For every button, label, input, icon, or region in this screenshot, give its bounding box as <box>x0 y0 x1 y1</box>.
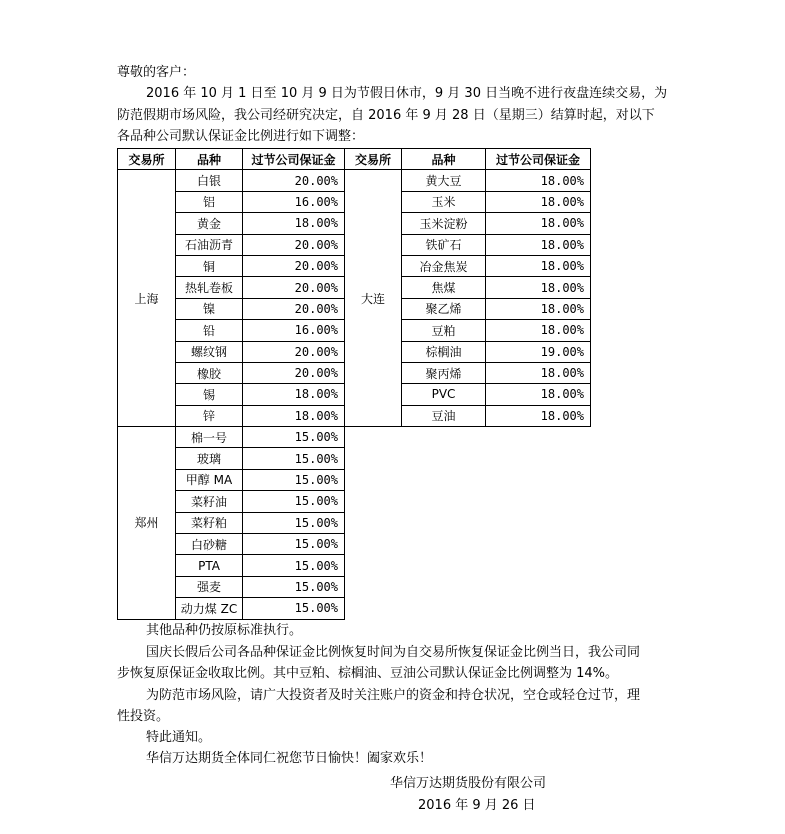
note-risk-2: 性投资。 <box>117 709 170 724</box>
product-cell: 豆油 <box>402 405 486 426</box>
table-row <box>118 170 345 191</box>
product-cell: 菜籽油 <box>176 491 243 512</box>
margin-cell: 18.00% <box>486 213 591 234</box>
exchange-name: 郑州 <box>118 427 176 620</box>
margin-cell: 15.00% <box>243 491 345 512</box>
margin-cell: 20.00% <box>243 170 345 191</box>
margin-cell: 20.00% <box>243 298 345 319</box>
margin-cell: 18.00% <box>486 277 591 298</box>
product-cell: 白砂糖 <box>176 533 243 554</box>
margin-cell: 15.00% <box>243 512 345 533</box>
product-cell: 豆粕 <box>402 320 486 341</box>
margin-cell: 18.00% <box>486 362 591 383</box>
product-cell: 聚乙烯 <box>402 298 486 319</box>
product-cell: 聚丙烯 <box>402 362 486 383</box>
product-cell: 铝 <box>176 191 243 212</box>
margin-cell: 19.00% <box>486 341 591 362</box>
product-cell: 菜籽粕 <box>176 512 243 533</box>
product-cell: 铅 <box>176 320 243 341</box>
product-cell: 石油沥青 <box>176 234 243 255</box>
margin-cell: 20.00% <box>243 362 345 383</box>
product-cell: 黄金 <box>176 213 243 234</box>
product-cell: 动力煤 ZC <box>176 598 243 619</box>
note-restore-1: 国庆长假后公司各品种保证金比例恢复时间为自交易所恢复保证金比例当日，我公司同 <box>146 645 641 660</box>
signature-company: 华信万达期货股份有限公司 <box>390 776 547 791</box>
product-cell: 镍 <box>176 298 243 319</box>
product-cell: 棕榈油 <box>402 341 486 362</box>
product-cell: PTA <box>176 555 243 576</box>
product-cell: 冶金焦炭 <box>402 255 486 276</box>
product-cell: 热轧卷板 <box>176 277 243 298</box>
note-risk-1: 为防范市场风险，请广大投资者及时关注账户的资金和持仓状况，空仓或轻仓过节，理 <box>146 688 641 703</box>
dalian-margin-table <box>344 148 591 427</box>
greeting: 尊敬的客户： <box>117 65 196 80</box>
note-wishes: 华信万达期货全体同仁祝您节日愉快！阖家欢乐！ <box>146 751 433 766</box>
margin-cell: 18.00% <box>486 320 591 341</box>
product-cell: 焦煤 <box>402 277 486 298</box>
margin-cell: 18.00% <box>243 405 345 426</box>
zhengzhou-margin-table <box>117 426 345 620</box>
header-margin: 过节公司保证金 <box>243 149 345 170</box>
product-cell: 白银 <box>176 170 243 191</box>
margin-cell: 16.00% <box>243 320 345 341</box>
exchange-name: 上海 <box>118 170 176 427</box>
margin-cell: 15.00% <box>243 598 345 619</box>
margin-cell: 15.00% <box>243 448 345 469</box>
margin-cell: 18.00% <box>486 405 591 426</box>
product-cell: 玉米淀粉 <box>402 213 486 234</box>
note-notice: 特此通知。 <box>146 730 212 745</box>
margin-cell: 18.00% <box>486 234 591 255</box>
note-other: 其他品种仍按原标准执行。 <box>146 623 303 638</box>
shanghai-margin-table <box>117 148 345 427</box>
margin-cell: 18.00% <box>243 213 345 234</box>
intro-line-2: 防范假期市场风险，我公司经研究决定，自 2016 年 9 月 28 日（星期三）结算时起，对以下 <box>117 108 655 123</box>
margin-cell: 20.00% <box>243 277 345 298</box>
table-row <box>118 427 345 448</box>
margin-cell: 18.00% <box>486 191 591 212</box>
intro-line-1: 2016 年 10 月 1 日至 10 月 9 日为节假日休市，9 月 30 日当晚不进行夜盘连续交易，为 <box>146 86 668 101</box>
header-product: 品种 <box>176 149 243 170</box>
exchange-name: 大连 <box>345 170 402 427</box>
intro-line-3: 各品种公司默认保证金比例进行如下调整： <box>117 129 365 144</box>
product-cell: PVC <box>402 384 486 405</box>
product-cell: 螺纹钢 <box>176 341 243 362</box>
margin-cell: 18.00% <box>486 255 591 276</box>
product-cell: 甲醇 MA <box>176 469 243 490</box>
margin-cell: 18.00% <box>486 298 591 319</box>
product-cell: 锡 <box>176 384 243 405</box>
product-cell: 橡胶 <box>176 362 243 383</box>
margin-cell: 18.00% <box>486 384 591 405</box>
margin-cell: 15.00% <box>243 427 345 448</box>
note-restore-2: 步恢复原保证金收取比例。其中豆粕、棕榈油、豆油公司默认保证金比例调整为 14%。 <box>117 666 619 681</box>
product-cell: 强麦 <box>176 576 243 597</box>
margin-cell: 15.00% <box>243 533 345 554</box>
margin-cell: 20.00% <box>243 255 345 276</box>
margin-cell: 18.00% <box>243 384 345 405</box>
table-row <box>345 170 591 191</box>
product-cell: 铁矿石 <box>402 234 486 255</box>
margin-cell: 16.00% <box>243 191 345 212</box>
header-exchange: 交易所 <box>118 149 176 170</box>
product-cell: 铜 <box>176 255 243 276</box>
product-cell: 玉米 <box>402 191 486 212</box>
product-cell: 黄大豆 <box>402 170 486 191</box>
margin-cell: 18.00% <box>486 170 591 191</box>
header-exchange: 交易所 <box>345 149 402 170</box>
margin-cell: 15.00% <box>243 469 345 490</box>
header-product: 品种 <box>402 149 486 170</box>
margin-cell: 15.00% <box>243 555 345 576</box>
margin-cell: 15.00% <box>243 576 345 597</box>
product-cell: 锌 <box>176 405 243 426</box>
margin-cell: 20.00% <box>243 341 345 362</box>
margin-cell: 20.00% <box>243 234 345 255</box>
product-cell: 棉一号 <box>176 427 243 448</box>
header-margin: 过节公司保证金 <box>486 149 591 170</box>
product-cell: 玻璃 <box>176 448 243 469</box>
signature-date: 2016 年 9 月 26 日 <box>418 798 536 813</box>
